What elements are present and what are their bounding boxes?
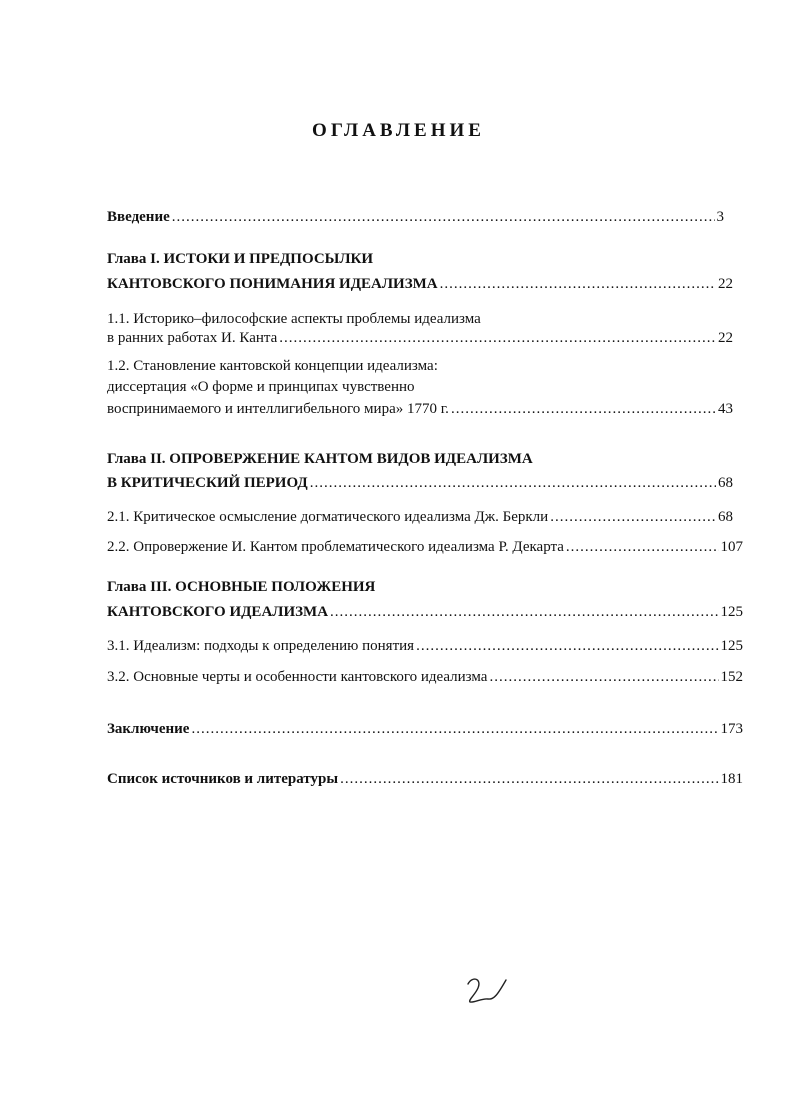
chapter-2-heading-line1[interactable]: Глава II. ОПРОВЕРЖЕНИЕ КАНТОМ ВИДОВ ИДЕАЛИЗМА: [107, 451, 533, 467]
dot-leader: [330, 603, 718, 622]
toc-page-number: 173: [720, 721, 743, 737]
toc-entry-section-1-1[interactable]: [107, 329, 733, 348]
toc-entry-section-1-2[interactable]: [107, 400, 733, 419]
dot-leader: [191, 720, 718, 739]
toc-entry-sources[interactable]: [107, 770, 743, 789]
toc-label: 2.2. Опровержение И. Кантом проблематического идеализма Р. Декарта: [107, 539, 564, 555]
toc-page-number: 68: [718, 475, 733, 491]
toc-label: Заключение: [107, 721, 190, 737]
dot-leader: [416, 637, 718, 656]
dot-leader: [550, 508, 716, 527]
toc-entry-section-2-2[interactable]: [107, 538, 743, 557]
toc-label: в ранних работах И. Канта: [107, 330, 278, 346]
dot-leader: [440, 275, 716, 294]
section-1-2-line2[interactable]: диссертация «О форме и принципах чувственно: [107, 379, 415, 395]
dot-leader: [451, 400, 716, 419]
dot-leader: [340, 770, 718, 789]
dot-leader: [279, 329, 716, 348]
toc-entry-chapter-2[interactable]: [107, 474, 733, 493]
toc-page-number: 152: [720, 669, 743, 685]
toc-entry-intro[interactable]: [107, 208, 724, 227]
toc-page-number: 181: [720, 771, 743, 787]
toc-entry-section-3-1[interactable]: [107, 637, 743, 656]
handwritten-page-number: [462, 972, 512, 1017]
chapter-3-heading-line1[interactable]: Глава III. ОСНОВНЫЕ ПОЛОЖЕНИЯ: [107, 579, 376, 595]
section-1-2-line1[interactable]: 1.2. Становление кантовской концепции идеализма:: [107, 358, 438, 374]
chapter-1-heading-line1[interactable]: Глава I. ИСТОКИ И ПРЕДПОСЫЛКИ: [107, 251, 374, 267]
page-title: ОГЛАВЛЕНИЕ: [312, 120, 485, 141]
dot-leader: [566, 538, 719, 557]
toc-label: 2.1. Критическое осмысление догматического идеализма Дж. Беркли: [107, 509, 549, 525]
dot-leader: [310, 474, 716, 493]
toc-entry-section-3-2[interactable]: [107, 668, 743, 687]
toc-page-number: 22: [718, 276, 733, 292]
toc-label: КАНТОВСКОГО ИДЕАЛИЗМА: [107, 604, 329, 620]
toc-page-number: 107: [720, 539, 743, 555]
toc-label: 3.2. Основные черты и особенности кантовского идеализма: [107, 669, 488, 685]
toc-label: 3.1. Идеализм: подходы к определению понятия: [107, 638, 415, 654]
handwritten-page-number-drawing: [462, 972, 512, 1012]
toc-entry-chapter-1[interactable]: [107, 275, 733, 294]
toc-page-number: 22: [718, 330, 733, 346]
toc-entry-section-2-1[interactable]: [107, 508, 733, 527]
section-1-1-line1[interactable]: 1.1. Историко–философские аспекты проблемы идеализма: [107, 311, 481, 327]
toc-label: В КРИТИЧЕСКИЙ ПЕРИОД: [107, 475, 308, 491]
toc-page-number: 3: [716, 209, 724, 225]
toc-label: воспринимаемого и интеллигибельного мира» 1770 г.: [107, 401, 449, 417]
toc-label: КАНТОВСКОГО ПОНИМАНИЯ ИДЕАЛИЗМА: [107, 276, 438, 292]
dot-leader: [489, 668, 718, 687]
toc-label: Введение: [107, 209, 170, 225]
toc-page-number: 125: [720, 604, 743, 620]
toc-page-number: 125: [720, 638, 743, 654]
toc-entry-chapter-3[interactable]: [107, 603, 743, 622]
toc-entry-conclusion[interactable]: [107, 720, 743, 739]
toc-page-number: 68: [718, 509, 733, 525]
dot-leader: [172, 208, 715, 227]
toc-page-number: 43: [718, 401, 733, 417]
toc-label: Список источников и литературы: [107, 771, 339, 787]
